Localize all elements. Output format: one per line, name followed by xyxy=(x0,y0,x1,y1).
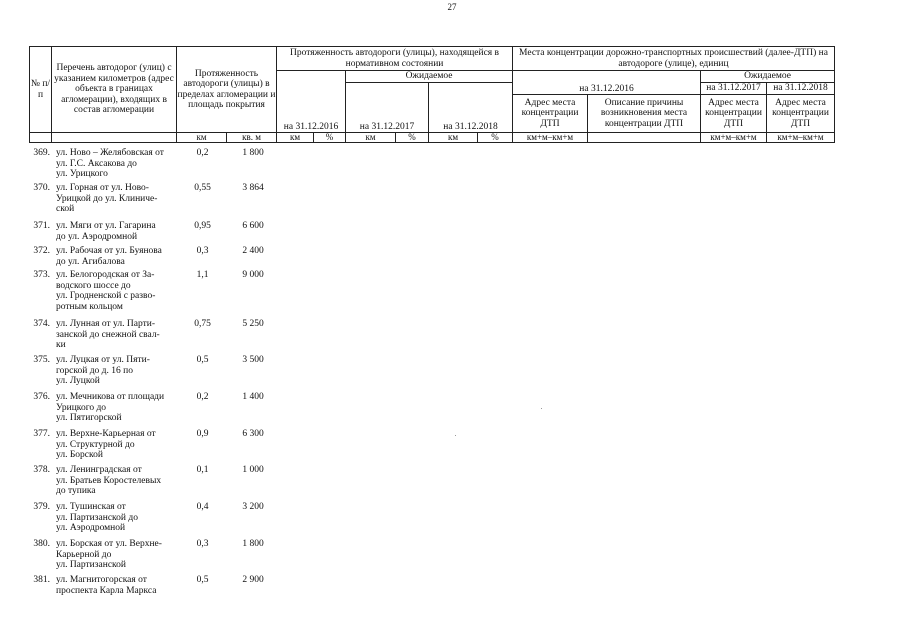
road-area-sqm: 5 250 xyxy=(242,319,264,329)
road-length-km: 0,1 xyxy=(196,465,209,475)
row-number: 379. xyxy=(33,502,50,512)
header-num: № п/п xyxy=(30,47,52,133)
row-number: 378. xyxy=(33,465,50,475)
road-length-km: 0,2 xyxy=(196,148,209,158)
unit-dtp-2016: км+м–км+м xyxy=(513,133,588,143)
road-area-sqm: 6 600 xyxy=(242,221,264,231)
road-name: ул. Магнитогорская от проспекта Карла Маркса xyxy=(56,575,157,596)
header-dtp-expected: Ожидаемое xyxy=(701,71,835,83)
road-length-km: 0,4 xyxy=(196,502,209,512)
scan-speck xyxy=(541,408,542,409)
row-number: 380. xyxy=(33,539,50,549)
road-length-km: 0,9 xyxy=(196,429,209,439)
header-dtp: Места концентрации дорожно-транспортных происшествий (далее-ДТП) на автодороге (улице), единиц xyxy=(513,47,835,71)
road-name: ул. Верхне-Карьерная от ул. Структурной до ул. Борской xyxy=(56,429,156,461)
header-dtp-date-2016: на 31.12.2016 xyxy=(513,71,701,95)
header-dtp-date-2018: на 31.12.2018 xyxy=(767,83,835,95)
row-number: 372. xyxy=(33,246,50,256)
header-road-list: Перечень автодорог (улиц) с указанием километров (адрес объекта в границах агломерации), входящих в состав агломерации xyxy=(52,47,177,133)
row-number: 376. xyxy=(33,392,50,402)
road-length-km: 0,3 xyxy=(196,539,209,549)
header-date-2017: на 31.12.2017 xyxy=(346,83,429,133)
road-area-sqm: 1 800 xyxy=(242,148,264,158)
road-length-km: 1,1 xyxy=(196,270,209,280)
header-dtp-reason: Описание причины возникновения места концентрации ДТП xyxy=(588,95,701,133)
road-length-km: 0,75 xyxy=(194,319,211,329)
unit-pct-2018: % xyxy=(478,133,513,143)
road-length-km: 0,2 xyxy=(196,392,209,402)
road-length-km: 0,95 xyxy=(194,221,211,231)
road-name: ул. Мечникова от площади Урицкого до ул. Пятигорской xyxy=(56,392,165,424)
unit-pct-2017: % xyxy=(396,133,429,143)
road-name: ул. Лунная от ул. Парти- занской до снежной свал- ки xyxy=(56,319,160,351)
road-area-sqm: 6 300 xyxy=(242,429,264,439)
road-name: ул. Белогородская от За- водского шоссе до ул. Гродненской с разво- ротным кольцом xyxy=(56,270,156,312)
table-header xyxy=(29,46,835,143)
header-length: Протяженность автодороги (улицы) в пределах агломерации и площадь покрытия xyxy=(177,47,277,133)
page-number: 27 xyxy=(447,2,457,12)
header-dtp-address-2017: Адрес места концентрации ДТП xyxy=(701,95,767,133)
header-normative: Протяженность автодороги (улицы), находящейся в нормативном состоянии xyxy=(277,47,513,71)
row-number: 370. xyxy=(33,183,50,193)
road-length-km: 0,5 xyxy=(196,575,209,585)
road-name: ул. Тушинская от ул. Партизанской до ул. Аэродромной xyxy=(56,502,138,534)
row-number: 374. xyxy=(33,319,50,329)
header-dtp-date-2017: на 31.12.2017 xyxy=(701,83,767,95)
scan-speck xyxy=(455,435,456,436)
road-area-sqm: 3 200 xyxy=(242,502,264,512)
header-dtp-address-2018: Адрес места концентрации ДТП xyxy=(767,95,835,133)
road-length-km: 0,55 xyxy=(194,183,211,193)
road-area-sqm: 3 500 xyxy=(242,355,264,365)
road-length-km: 0,5 xyxy=(196,355,209,365)
road-name: ул. Ново – Желябовская от ул. Г.С. Аксакова до ул. Урицкого xyxy=(56,148,164,180)
unit-km-2018: км xyxy=(429,133,478,143)
road-name: ул. Рабочая от ул. Буянова до ул. Агибалова xyxy=(56,246,162,267)
unit-dtp-2018: км+м–км+м xyxy=(767,133,835,143)
header-date-2018: на 31.12.2018 xyxy=(429,83,513,133)
road-area-sqm: 9 000 xyxy=(242,270,264,280)
header-dtp-address-2016: Адрес места концентрации ДТП xyxy=(513,95,588,133)
road-area-sqm: 3 864 xyxy=(242,183,264,193)
row-number: 369. xyxy=(33,148,50,158)
unit-pct-2016: % xyxy=(314,133,346,143)
unit-area: кв. м xyxy=(227,133,277,143)
road-area-sqm: 1 800 xyxy=(242,539,264,549)
header-expected: Ожидаемое xyxy=(346,71,513,83)
road-name: ул. Борская от ул. Верхне- Карьерной до ул. Партизанской xyxy=(56,539,162,571)
row-number: 373. xyxy=(33,270,50,280)
row-number: 371. xyxy=(33,221,50,231)
road-name: ул. Ленинградская от ул. Братьев Коростелевых до тупика xyxy=(56,465,162,497)
road-area-sqm: 2 900 xyxy=(242,575,264,585)
road-name: ул. Мяги от ул. Гагарина до ул. Аэродромной xyxy=(56,221,156,242)
row-number: 377. xyxy=(33,429,50,439)
road-name: ул. Горная от ул. Ново- Урицкой до ул. Клиниче- ской xyxy=(56,183,158,215)
road-area-sqm: 2 400 xyxy=(242,246,264,256)
unit-dtp-2017: км+м–км+м xyxy=(701,133,767,143)
road-length-km: 0,3 xyxy=(196,246,209,256)
road-area-sqm: 1 000 xyxy=(242,465,264,475)
road-name: ул. Луцкая от ул. Пяти- горской до д. 16 по ул. Луцкой xyxy=(56,355,150,387)
unit-km-2017: км xyxy=(346,133,396,143)
unit-km-2016: км xyxy=(277,133,314,143)
header-date-2016: на 31.12.2016 xyxy=(277,71,346,133)
unit-km: км xyxy=(177,133,227,143)
row-number: 381. xyxy=(33,575,50,585)
road-area-sqm: 1 400 xyxy=(242,392,264,402)
row-number: 375. xyxy=(33,355,50,365)
